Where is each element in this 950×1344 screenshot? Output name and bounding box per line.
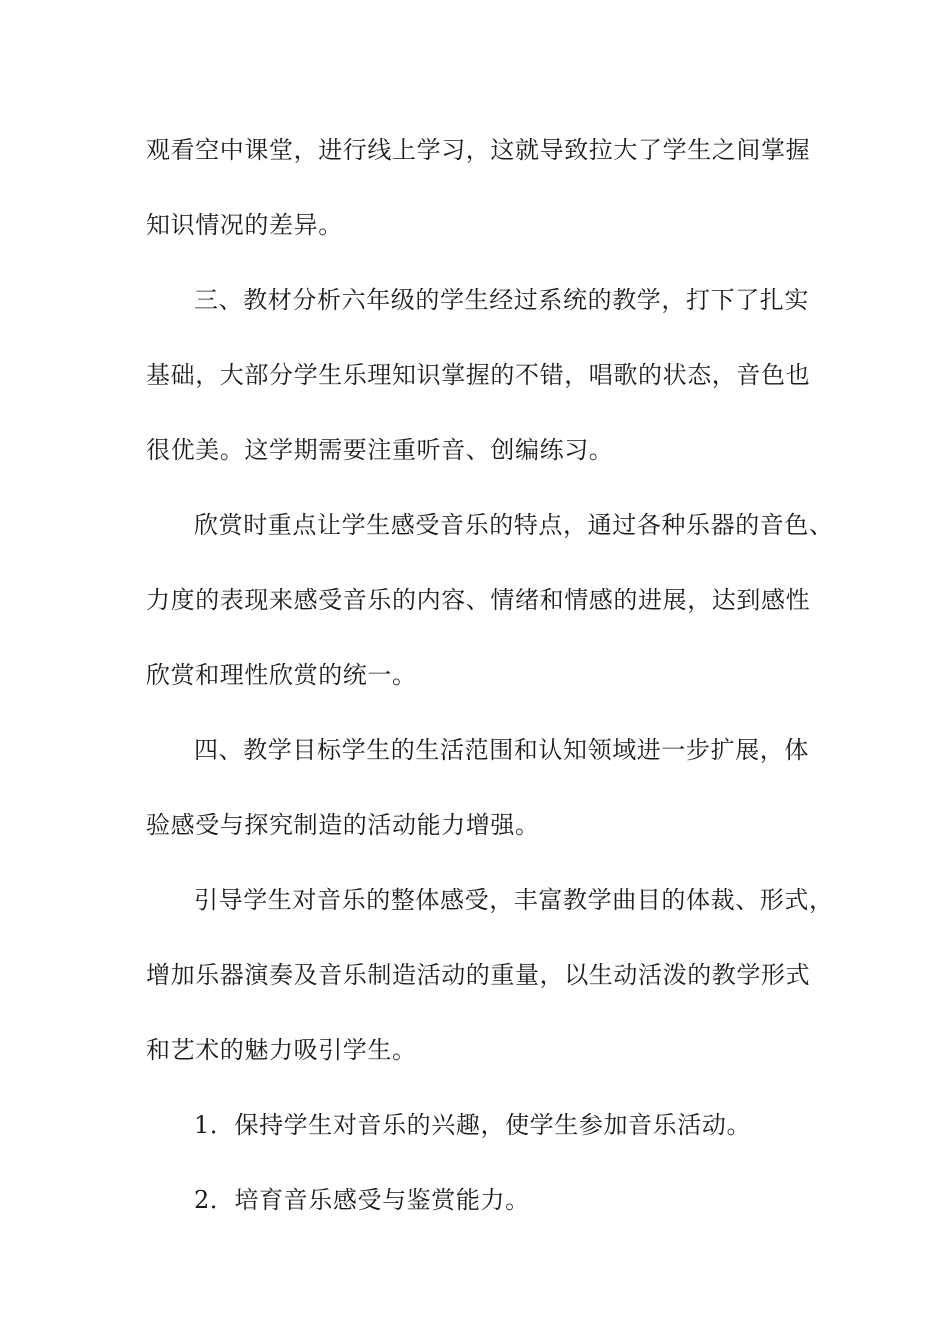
paragraph-line: 和艺术的魅力吸引学生。 bbox=[146, 1036, 417, 1064]
section-heading-line: 四、教学目标学生的生活范围和认知领域进一步扩展，体 bbox=[194, 736, 809, 764]
paragraph-line: 观看空中课堂，进行线上学习，这就导致拉大了学生之间掌握 bbox=[146, 136, 811, 164]
paragraph-line: 欣赏和理性欣赏的统一。 bbox=[146, 661, 417, 689]
paragraph-line: 很优美。这学期需要注重听音、创编练习。 bbox=[146, 436, 614, 464]
paragraph-line: 基础，大部分学生乐理知识掌握的不错，唱歌的状态，音色也 bbox=[146, 361, 811, 389]
paragraph-line: 引导学生对音乐的整体感受，丰富教学曲目的体裁、形式， bbox=[194, 886, 834, 914]
paragraph-line: 欣赏时重点让学生感受音乐的特点，通过各种乐器的音色、 bbox=[194, 511, 834, 539]
list-item: 2．培育音乐感受与鉴赏能力。 bbox=[194, 1186, 530, 1214]
paragraph-line: 增加乐器演奏及音乐制造活动的重量，以生动活泼的教学形式 bbox=[146, 961, 811, 989]
paragraph-line: 验感受与探究制造的活动能力增强。 bbox=[146, 811, 540, 839]
list-item: 1．保持学生对音乐的兴趣，使学生参加音乐活动。 bbox=[194, 1111, 752, 1139]
section-heading-line: 三、教材分析六年级的学生经过系统的教学，打下了扎实 bbox=[194, 286, 809, 314]
paragraph-line: 知识情况的差异。 bbox=[146, 211, 343, 239]
paragraph-line: 力度的表现来感受音乐的内容、情绪和情感的进展，达到感性 bbox=[146, 586, 811, 614]
